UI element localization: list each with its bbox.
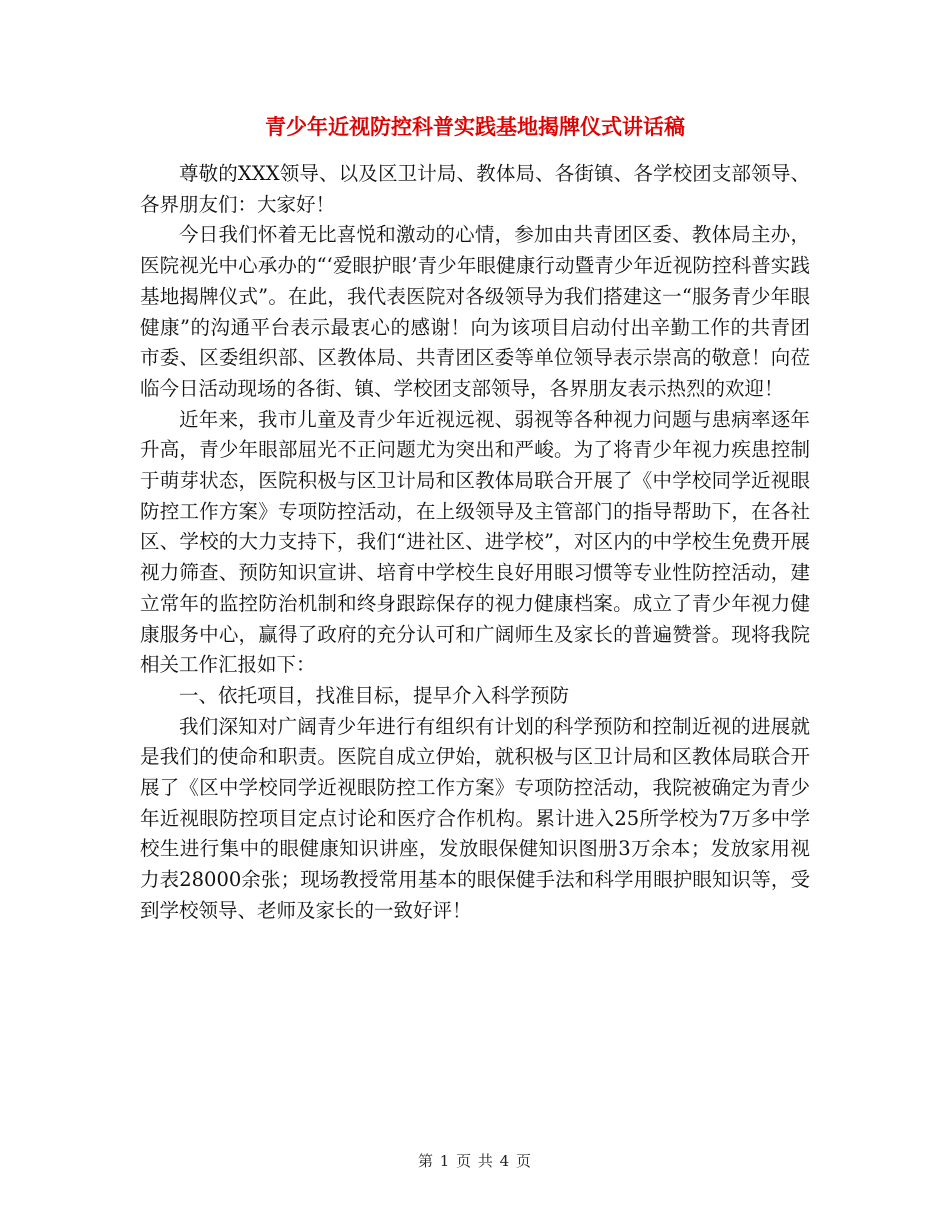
paragraph-background: 近年来，我市儿童及青少年近视远视、弱视等各种视力问题与患病率逐年升高，青少年眼部屈光不正问题尤为突出和严峻。为了将青少年视力疾患控制于萌芽状态，医院积极与区卫计局和区教体局联合开展了《中学校同学近视眼防控工作方案》专项防控活动，在上级领导及主管部门的指导帮助下，在各社区、学校的大力支持下，我们“进社区、进学校”，对区内的中学校生免费开展视力筛查、预防知识宣讲、培育中学校生良好用眼习惯等专业性防控活动，建立常年的监控防治机制和终身跟踪保存的视力健康档案。成立了青少年视力健康服务中心，赢得了政府的充分认可和广阔师生及家长的普遍赞誉。现将我院相关工作汇报如下： xyxy=(140,407,810,677)
page-number-label: 第 1 页 共 4 页 xyxy=(418,1152,532,1170)
section-heading-1: 一、依托项目，找准目标，提早介入科学预防 xyxy=(179,683,570,707)
page-footer xyxy=(0,1150,950,1171)
document-body xyxy=(140,159,810,927)
paragraph-greeting: 尊敬的XXX领导、以及区卫计局、教体局、各街镇、各学校团支部领导、各界朋友们：大家好！ xyxy=(140,162,810,216)
paragraph-section-1: 我们深知对广阔青少年进行有组织有计划的科学预防和控制近视的进展就是我们的使命和职责。医院自成立伊始，就积极与区卫计局和区教体局联合开展了《区中学校同学近视眼防控工作方案》专项防控活动，我院被确定为青少年近视眼防控项目定点讨论和医疗合作机构。累计进入25所学校为7万多中学校生进行集中的眼健康知识讲座，发放眼保健知识图册3万余本；发放家用视力表28000余张；现场教授常用基本的眼保健手法和科学用眼护眼知识等，受到学校领导、老师及家长的一致好评！ xyxy=(140,714,810,922)
paragraph-opening: 今日我们怀着无比喜悦和激动的心情，参加由共青团区委、教体局主办，医院视光中心承办的“‘爱眼护眼’青少年眼健康行动暨青少年近视防控科普实践基地揭牌仪式”。在此，我代表医院对各级领导为我们搭建这一“服务青少年眼健康”的沟通平台表示最衷心的感谢！向为该项目启动付出辛勤工作的共青团市委、区委组织部、区教体局、共青团区委等单位领导表示崇高的敬意！向莅临今日活动现场的各街、镇、学校团支部领导，各界朋友表示热烈的欢迎！ xyxy=(140,223,810,400)
document-title: 青少年近视防控科普实践基地揭牌仪式讲话稿 xyxy=(265,114,685,139)
